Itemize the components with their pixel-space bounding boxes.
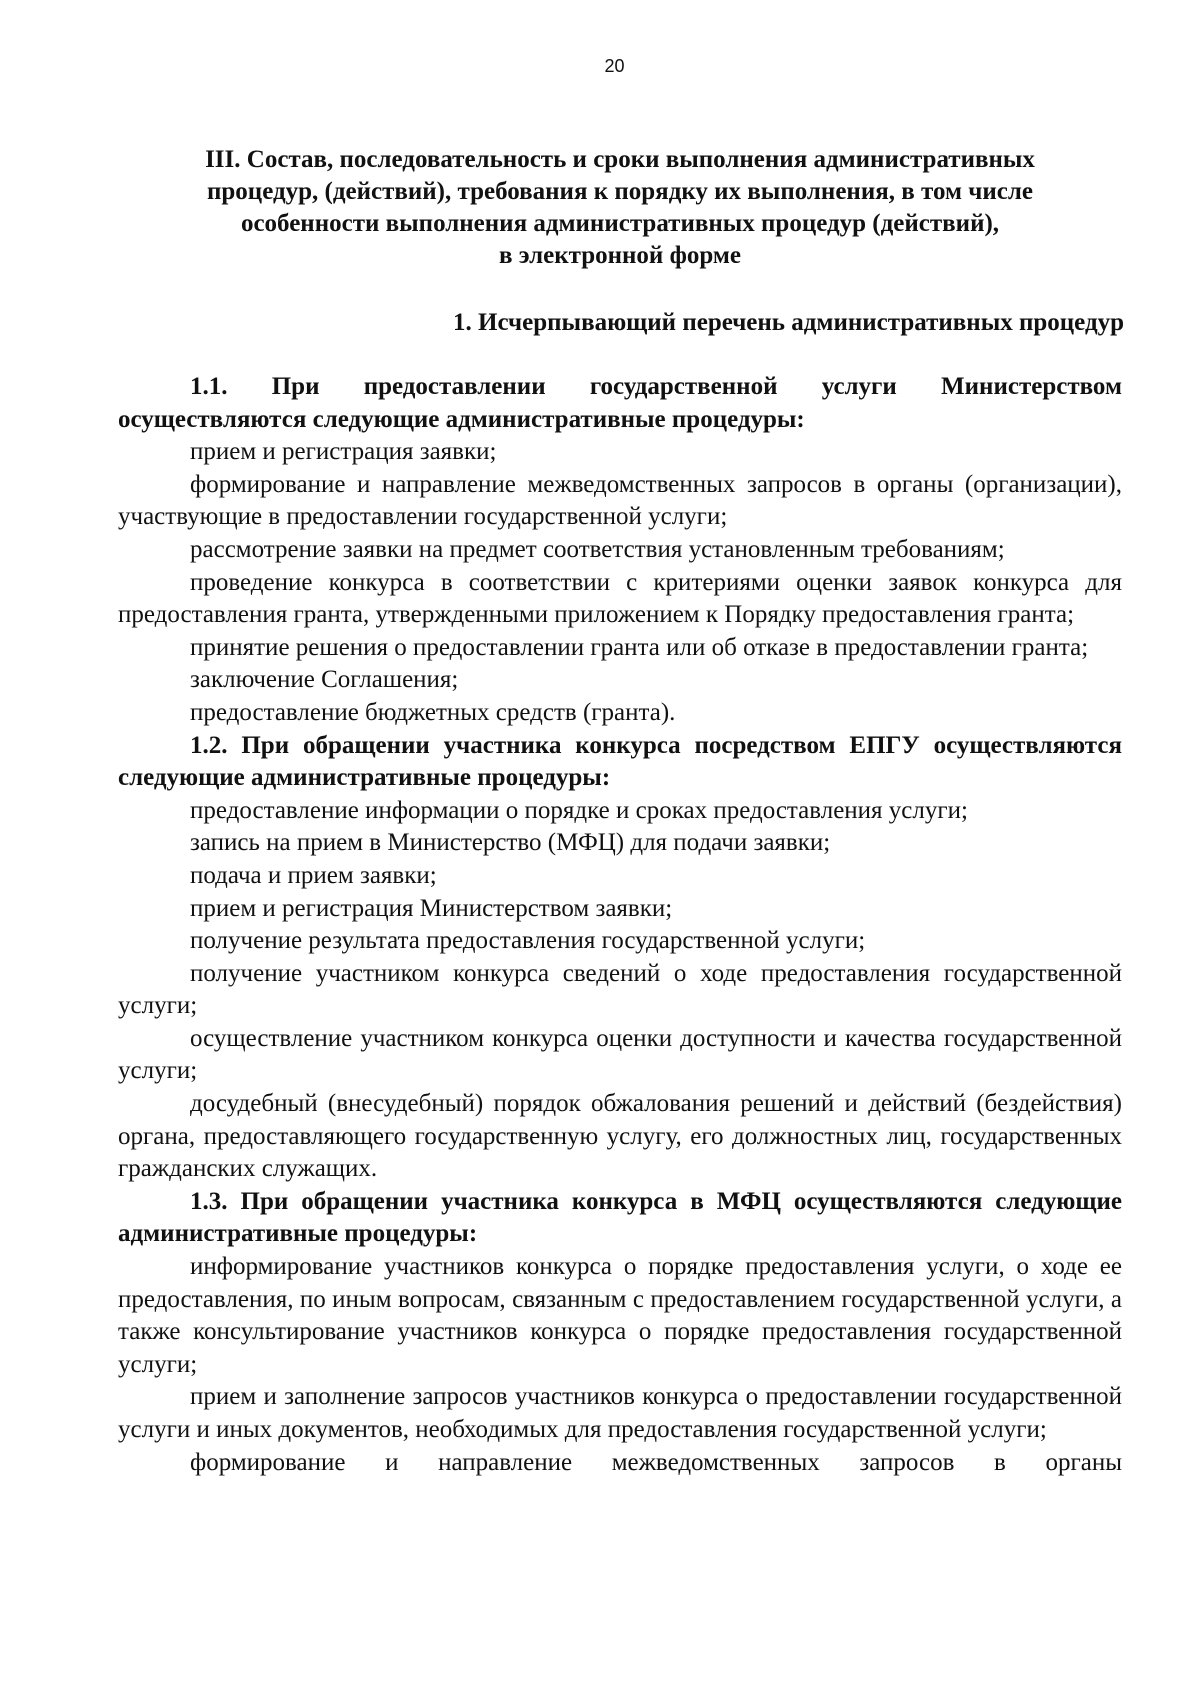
list-item: рассмотрение заявки на предмет соответствия установленным требованиям; — [190, 535, 1005, 563]
list-item: подача и прием заявки; — [190, 861, 437, 889]
list-item: предоставление бюджетных средств (гранта). — [190, 698, 676, 726]
list-item: получение результата предоставления государственной услуги; — [190, 927, 866, 955]
clause-heading: 1.2. При обращении участника конкурса посредством ЕПГУ осуществляются следующие административные процедуры: — [118, 731, 1122, 792]
list-item: информирование участников конкурса о порядке предоставления услуги, о ходе ее предоставления, по иным вопросам, связанным с предоставлением государственной услуги, а также консультирование участников конкурса о порядке предоставления государственной услуги; — [118, 1253, 1122, 1378]
document-body — [118, 371, 1122, 1479]
list-item: формирование и направление межведомственных запросов в органы — [190, 1448, 1122, 1476]
clause-heading: 1.3. При обращении участника конкурса в МФЦ осуществляются следующие административные процедуры: — [118, 1187, 1122, 1248]
clause-heading: 1.1. При предоставлении государственной услуги Министерством осуществляются следующие административные процедуры: — [118, 373, 1122, 433]
list-item: предоставление информации о порядке и сроках предоставления услуги; — [190, 796, 968, 824]
list-item: проведение конкурса в соответствии с критериями оценки заявок конкурса для предоставления гранта, утвержденными приложением к Порядку предоставления гранта; — [118, 568, 1122, 629]
list-item: запись на прием в Министерство (МФЦ) для подачи заявки; — [190, 829, 831, 857]
subsection-title: 1. Исчерпывающий перечень административных процедур — [453, 309, 1124, 336]
section-title-line: особенности выполнения административных процедур (действий), — [240, 210, 1000, 237]
list-item: осуществление участником конкурса оценки доступности и качества государственной услуги; — [118, 1024, 1122, 1085]
section-title — [120, 144, 1120, 272]
list-item: заключение Соглашения; — [190, 666, 459, 694]
list-item: прием и регистрация Министерством заявки; — [190, 894, 673, 922]
list-item: прием и заполнение запросов участников конкурса о предоставлении государственной услуги и иных документов, необходимых для предоставления государственной услуги; — [118, 1383, 1122, 1443]
list-item: досудебный (внесудебный) порядок обжалования решений и действий (бездействия) органа, предоставляющего государственную услугу, его должностных лиц, государственных гражданских служащих. — [118, 1090, 1122, 1183]
page-number: 20 — [604, 56, 625, 76]
list-item: получение участником конкурса сведений о ходе предоставления государственной услуги; — [118, 959, 1122, 1020]
list-item: формирование и направление межведомственных запросов в органы (организации), участвующие в предоставлении государственной услуги; — [118, 470, 1122, 531]
section-title-line: в электронной форме — [498, 242, 742, 269]
section-title-line: процедур, (действий), требования к порядку их выполнения, в том числе — [206, 178, 1033, 205]
section-title-line: III. Состав, последовательность и сроки выполнения административных — [205, 146, 1035, 173]
list-item: прием и регистрация заявки; — [190, 438, 497, 466]
list-item: принятие решения о предоставлении гранта или об отказе в предоставлении гранта; — [190, 633, 1089, 661]
